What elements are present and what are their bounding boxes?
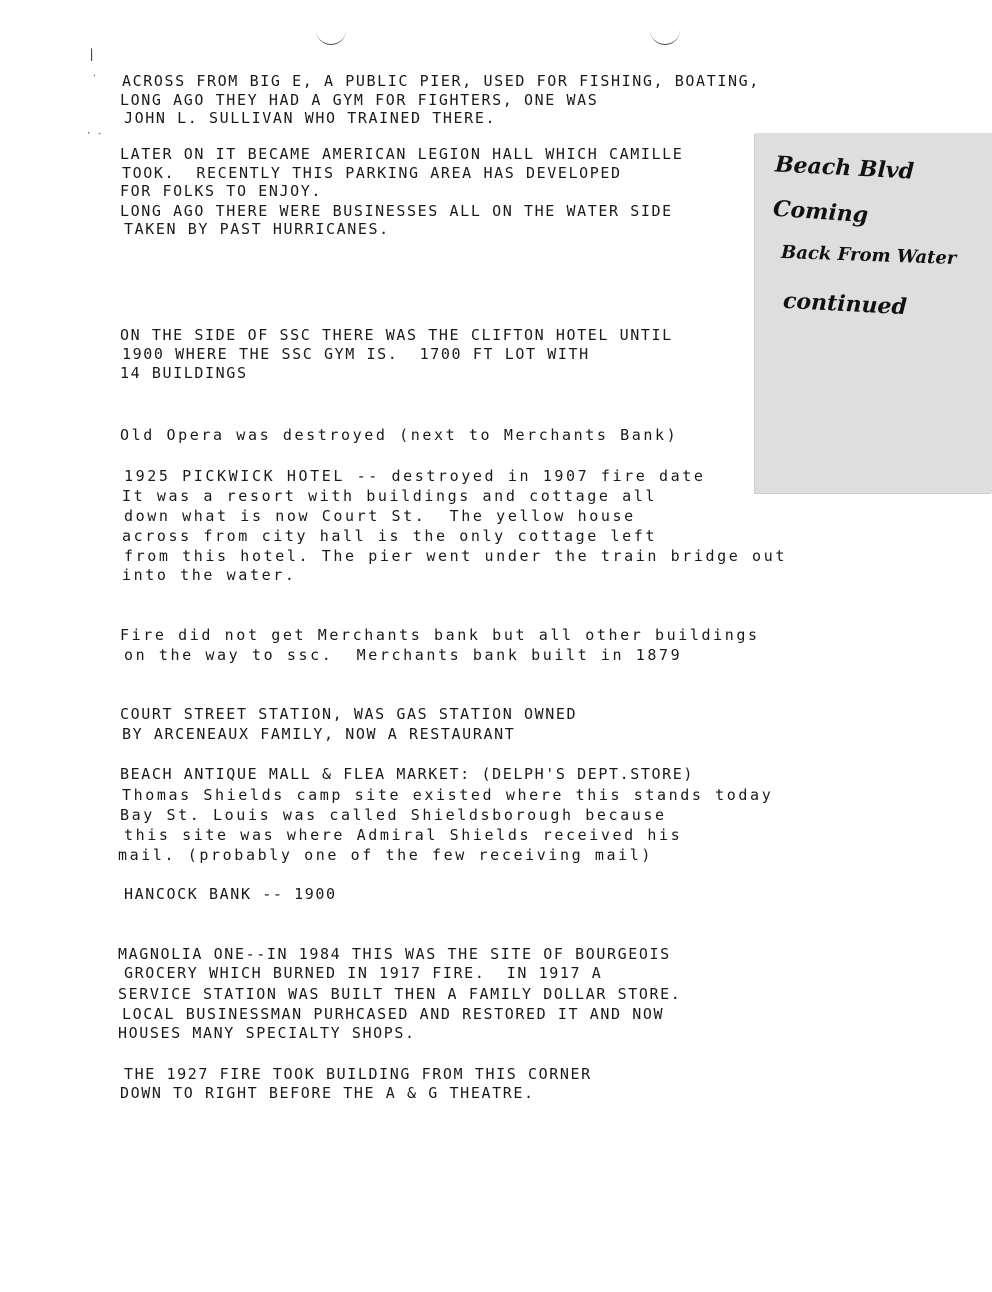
text-line: this site was where Admiral Shields received his xyxy=(124,826,683,844)
text-line: on the way to ssc. Merchants bank built in 1879 xyxy=(124,646,683,664)
text-line: ACROSS FROM BIG E, A PUBLIC PIER, USED FOR FISHING, BOATING, xyxy=(122,72,760,90)
text-line: LONG AGO THEY HAD A GYM FOR FIGHTERS, ONE WAS xyxy=(120,91,599,109)
text-line: COURT STREET STATION, WAS GAS STATION OWNED xyxy=(120,705,578,723)
handwritten-line: Coming xyxy=(772,195,869,229)
punch-hole-mark xyxy=(316,30,346,45)
text-line: LOCAL BUSINESSMAN PURHCASED AND RESTORED IT AND NOW xyxy=(122,1005,665,1023)
text-line: 14 BUILDINGS xyxy=(120,364,248,382)
text-line: 1925 PICKWICK HOTEL -- destroyed in 1907 fire date xyxy=(124,467,706,485)
handwritten-line: Back From Water xyxy=(780,241,957,270)
text-line: mail. (probably one of the few receiving mail) xyxy=(118,846,654,864)
text-line: Thomas Shields camp site existed where this stands today xyxy=(122,786,774,804)
text-line: across from city hall is the only cottage left xyxy=(122,527,658,545)
text-line: BY ARCENEAUX FAMILY, NOW A RESTAURANT xyxy=(122,725,516,743)
sticky-note xyxy=(755,133,992,493)
text-line: Bay St. Louis was called Shieldsborough because xyxy=(120,806,667,824)
margin-speck: · xyxy=(92,71,97,80)
text-line: down what is now Court St. The yellow house xyxy=(124,507,636,525)
margin-speck: · - xyxy=(86,129,103,139)
text-line: ON THE SIDE OF SSC THERE WAS THE CLIFTON HOTEL UNTIL xyxy=(120,326,673,344)
text-line: LATER ON IT BECAME AMERICAN LEGION HALL WHICH CAMILLE xyxy=(120,145,684,163)
text-line: from this hotel. The pier went under the train bridge out xyxy=(124,547,787,565)
text-line: It was a resort with buildings and cottage all xyxy=(122,487,658,505)
text-line: SERVICE STATION WAS BUILT THEN A FAMILY DOLLAR STORE. xyxy=(118,985,682,1003)
handwritten-line: continued xyxy=(782,287,908,321)
text-line: BEACH ANTIQUE MALL & FLEA MARKET: (DELPH'S DEPT.STORE) xyxy=(120,765,695,783)
handwritten-line: Beach Blvd xyxy=(774,151,915,185)
text-line: LONG AGO THERE WERE BUSINESSES ALL ON THE WATER SIDE xyxy=(120,202,673,220)
text-line: FOR FOLKS TO ENJOY. xyxy=(120,182,322,200)
text-line: HANCOCK BANK -- 1900 xyxy=(124,885,337,903)
margin-speck: | xyxy=(88,47,96,61)
text-line: TOOK. RECENTLY THIS PARKING AREA HAS DEVELOPED xyxy=(122,164,622,182)
text-line: GROCERY WHICH BURNED IN 1917 FIRE. IN 1917 A xyxy=(124,964,603,982)
text-line: JOHN L. SULLIVAN WHO TRAINED THERE. xyxy=(124,109,497,127)
text-line: Fire did not get Merchants bank but all other buildings xyxy=(120,626,760,644)
text-line: 1900 WHERE THE SSC GYM IS. 1700 FT LOT WITH xyxy=(122,345,590,363)
text-line: DOWN TO RIGHT BEFORE THE A & G THEATRE. xyxy=(120,1084,535,1102)
punch-hole-mark xyxy=(650,30,680,45)
text-line: Old Opera was destroyed (next to Merchants Bank) xyxy=(120,426,679,444)
text-line: TAKEN BY PAST HURRICANES. xyxy=(124,220,390,238)
text-line: MAGNOLIA ONE--IN 1984 THIS WAS THE SITE OF BOURGEOIS xyxy=(118,945,671,963)
text-line: HOUSES MANY SPECIALTY SHOPS. xyxy=(118,1024,416,1042)
text-line: THE 1927 FIRE TOOK BUILDING FROM THIS CORNER xyxy=(124,1065,592,1083)
text-line: into the water. xyxy=(122,566,297,584)
